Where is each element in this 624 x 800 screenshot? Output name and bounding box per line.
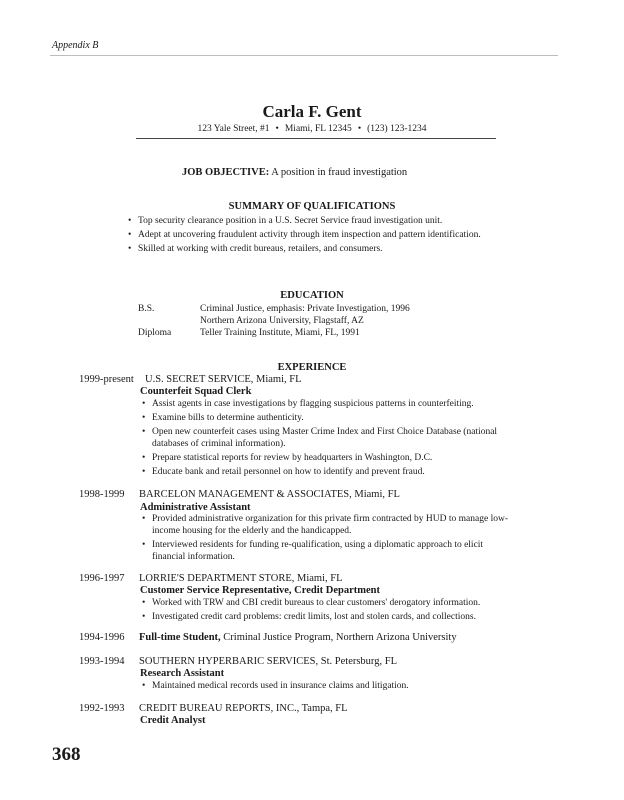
experience-title: EXPERIENCE — [277, 362, 347, 373]
job-bullets — [140, 680, 530, 694]
job-title: Credit Analyst — [140, 715, 206, 726]
job-bullets — [140, 597, 540, 625]
job-title: Customer Service Representative, Credit Department — [140, 585, 380, 596]
contact-phone: (123) 123-1234 — [367, 124, 427, 134]
job-title: Counterfeit Squad Clerk — [140, 386, 252, 397]
education-line: Northern Arizona University, Flagstaff, AZ — [200, 315, 364, 326]
job-employer: CREDIT BUREAU REPORTS, INC., Tampa, FL — [139, 703, 348, 714]
education-line: Criminal Justice, emphasis: Private Investigation, 1996 — [200, 304, 410, 314]
summary-item: • Skilled at working with credit bureaus, retailers, and consumers. — [126, 243, 516, 255]
objective-label: JOB OBJECTIVE: — [182, 167, 270, 178]
header-divider — [50, 55, 558, 56]
job-employer-bold: Full-time Student, — [139, 632, 221, 643]
job-employer-line — [139, 632, 457, 643]
job-bullet: • Prepare statistical reports for review by headquarters in Washington, D.C. — [140, 452, 530, 464]
job-dates: 1999-present — [79, 374, 134, 385]
contact-line — [0, 124, 624, 134]
job-bullet: • Provided administrative organization for this private firm contracted by HUD to manage low-income housing for the elderly and the handicapped. — [140, 513, 512, 537]
bullet-separator: • — [357, 124, 362, 134]
job-dates: 1994-1996 — [79, 632, 125, 643]
job-bullet: • Worked with TRW and CBI credit bureaus to clear customers' derogatory information. — [140, 597, 540, 609]
job-employer: Criminal Justice Program, Northern Arizona University — [223, 632, 457, 643]
job-employer: BARCELON MANAGEMENT & ASSOCIATES, Miami, FL — [139, 489, 400, 500]
summary-item: • Top security clearance position in a U.S. Secret Service fraud investigation unit. — [126, 215, 516, 227]
contact-divider — [136, 138, 496, 139]
job-employer: LORRIE'S DEPARTMENT STORE, Miami, FL — [139, 573, 343, 584]
job-employer: U.S. SECRET SERVICE, Miami, FL — [145, 374, 302, 385]
education-title: EDUCATION — [280, 290, 344, 301]
job-bullet: • Open new counterfeit cases using Master Crime Index and First Choice Database (national databases of criminal information). — [140, 426, 530, 450]
job-bullet: • Educate bank and retail personnel on how to identify and prevent fraud. — [140, 466, 530, 478]
job-bullet: • Investigated credit card problems: credit limits, lost and stolen cards, and collections. — [140, 611, 540, 623]
job-bullet: • Assist agents in case investigations by flagging suspicious patterns in counterfeiting. — [140, 398, 530, 410]
contact-city: Miami, FL 12345 — [284, 124, 352, 134]
running-header: Appendix B — [52, 40, 99, 51]
job-dates: 1992-1993 — [79, 703, 125, 714]
job-bullets — [140, 398, 530, 480]
objective-text: A position in fraud investigation — [271, 167, 408, 178]
bullet-separator: • — [275, 124, 279, 134]
education-degree: B.S. — [138, 304, 155, 314]
job-title: Administrative Assistant — [140, 502, 251, 513]
job-dates: 1996-1997 — [79, 573, 125, 584]
education-line: Teller Training Institute, Miami, FL, 1991 — [200, 328, 360, 338]
page-number: 368 — [52, 744, 81, 765]
job-bullets — [140, 513, 512, 565]
job-title: Research Assistant — [140, 668, 225, 679]
job-bullet: • Interviewed residents for funding re-qualification, using a diplomatic approach to elicit financial information. — [140, 539, 512, 563]
summary-title: SUMMARY OF QUALIFICATIONS — [228, 201, 396, 212]
summary-item: • Adept at uncovering fraudulent activity through item inspection and pattern identification. — [126, 229, 516, 241]
job-employer: SOUTHERN HYPERBARIC SERVICES, St. Petersburg, FL — [139, 656, 397, 667]
education-details — [200, 328, 360, 340]
resume-name: Carla F. Gent — [262, 102, 362, 121]
job-dates: 1998-1999 — [79, 489, 125, 500]
education-degree: Diploma — [138, 328, 172, 338]
contact-address: 123 Yale Street, #1 — [197, 124, 270, 134]
job-dates: 1993-1994 — [79, 656, 125, 667]
job-objective — [182, 167, 407, 178]
job-bullet: • Maintained medical records used in insurance claims and litigation. — [140, 680, 530, 692]
education-details — [200, 304, 410, 327]
job-bullet: • Examine bills to determine authenticity. — [140, 412, 530, 424]
summary-list — [126, 215, 516, 257]
